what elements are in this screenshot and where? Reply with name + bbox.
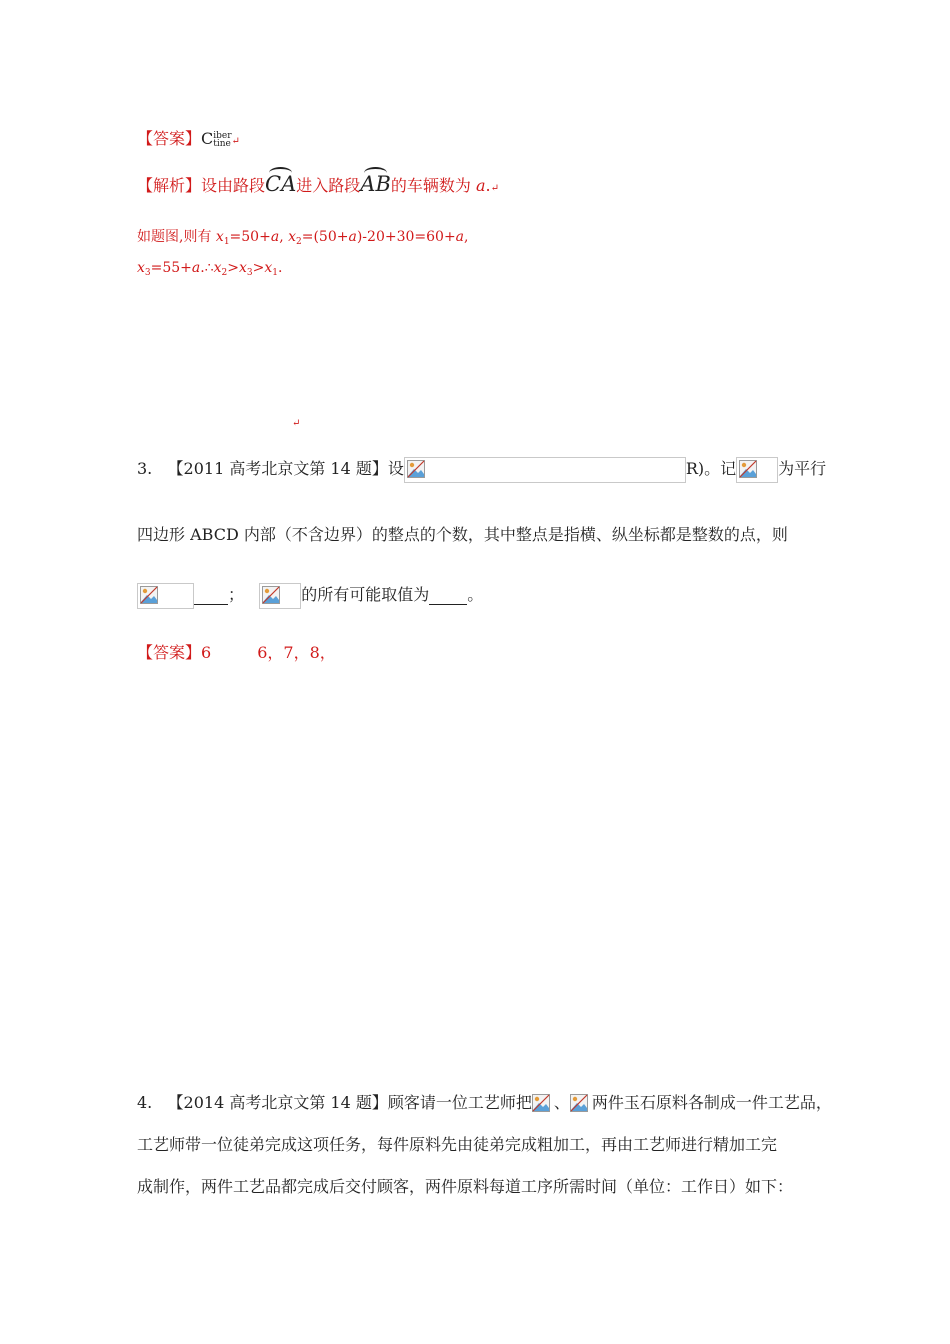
- arc-ca: CA: [265, 172, 297, 196]
- analysis-text-3: 的车辆数为: [390, 176, 471, 195]
- q3-line-3-tail: 的所有可能取值为: [301, 585, 430, 604]
- var-x: x: [264, 260, 273, 276]
- expr: =50+: [229, 229, 271, 245]
- var-a: a: [476, 176, 486, 195]
- therefore: .∴: [200, 260, 214, 276]
- answer-value-2: 6，7，8，: [257, 643, 336, 662]
- period: .: [485, 176, 491, 195]
- broken-image-icon: [570, 1094, 588, 1112]
- var-x: x: [213, 260, 222, 276]
- subscript: 3: [246, 268, 253, 278]
- q3-line-3: [137, 582, 483, 609]
- q4-source: 【2014 高考北京文第 14 题】顾客请一位工艺师把: [167, 1093, 532, 1112]
- analysis-line-2-text: 如题图,则有: [137, 229, 212, 245]
- stray-paragraph-mark: ↵: [292, 418, 301, 429]
- broken-image-icon: [407, 460, 425, 478]
- broken-image-icon: [570, 1093, 592, 1115]
- q3-line-2: 四边形 ABCD 内部（不含边界）的整点的个数，其中整点是指横、纵坐标都是整数的点，则: [137, 525, 788, 544]
- broken-image-icon: [532, 1094, 550, 1112]
- analysis-tag: 【解析】: [137, 176, 202, 195]
- broken-image-icon: [140, 586, 158, 604]
- var-x: x: [288, 229, 296, 245]
- question-number: 4.: [137, 1093, 153, 1112]
- q3-source: 【2011 高考北京文第 14 题】设: [167, 459, 404, 478]
- q3-answer: [137, 640, 336, 663]
- subscript: 1: [272, 268, 279, 278]
- broken-image-icon: [262, 586, 280, 604]
- q4-tail: 两件玉石原料各制成一件工艺品，: [591, 1093, 832, 1112]
- var-a: a: [191, 260, 201, 276]
- comma: ,: [279, 229, 284, 245]
- q3-tail: 为平行: [778, 459, 827, 478]
- answer-tiny-note: iber tine: [213, 130, 232, 149]
- semicolon: ；: [228, 585, 245, 604]
- broken-image-icon: [259, 583, 301, 609]
- answer-tag: 【答案】: [137, 129, 202, 148]
- answer-line-1: [137, 126, 240, 149]
- broken-image-icon: [137, 583, 194, 609]
- q4-line-2: 工艺师带一位徒弟完成这项任务，每件原料先由徒弟完成粗加工，再由工艺师进行精加工完: [137, 1135, 778, 1154]
- paragraph-mark: ↵: [231, 136, 240, 147]
- answer-blank[interactable]: [194, 585, 228, 605]
- expr: =(50+: [301, 229, 349, 245]
- q4-line-3: 成制作，两件工艺品都完成后交付顾客，两件原料每道工序所需时间（单位：工作日）如下：: [137, 1177, 794, 1196]
- subscript: 2: [296, 237, 302, 247]
- comma: ,: [464, 229, 469, 245]
- greater-than: >: [227, 260, 240, 276]
- q3-line-1: [137, 456, 826, 483]
- q4-line-1: [137, 1090, 832, 1115]
- subscript: 3: [144, 268, 151, 278]
- answer-value-1: 6: [201, 643, 212, 662]
- answer-value: C: [201, 129, 214, 148]
- answer-tag: 【答案】: [137, 643, 202, 662]
- subscript: 1: [223, 237, 230, 247]
- separator: 、: [553, 1093, 570, 1112]
- broken-image-icon: [739, 460, 757, 478]
- var-x: x: [239, 260, 247, 276]
- var-a: a: [270, 229, 280, 245]
- subscript: 2: [221, 268, 228, 278]
- q3-after-image: R)。记: [685, 459, 737, 478]
- analysis-text-2: 进入路段: [296, 176, 361, 195]
- answer-blank[interactable]: [429, 585, 467, 605]
- question-number: 3.: [137, 459, 153, 478]
- broken-image-icon: [532, 1093, 554, 1115]
- period: .: [278, 260, 283, 276]
- var-a: a: [455, 229, 465, 245]
- analysis-text-1: 设由路段: [201, 176, 266, 195]
- broken-image-icon: [404, 457, 686, 483]
- expr: =55+: [150, 260, 192, 276]
- var-x: x: [137, 260, 145, 276]
- expr: )-20+30=60+: [356, 229, 456, 245]
- var-a: a: [348, 229, 357, 245]
- greater-than: >: [252, 260, 265, 276]
- arc-ab: AB: [360, 172, 391, 196]
- broken-image-icon: [736, 457, 778, 483]
- analysis-line-3: [137, 260, 282, 278]
- analysis-line-1: [137, 172, 499, 196]
- var-x: x: [215, 229, 224, 245]
- paragraph-mark: ↵: [490, 183, 500, 194]
- period: 。: [467, 585, 484, 604]
- analysis-line-2: [137, 226, 468, 247]
